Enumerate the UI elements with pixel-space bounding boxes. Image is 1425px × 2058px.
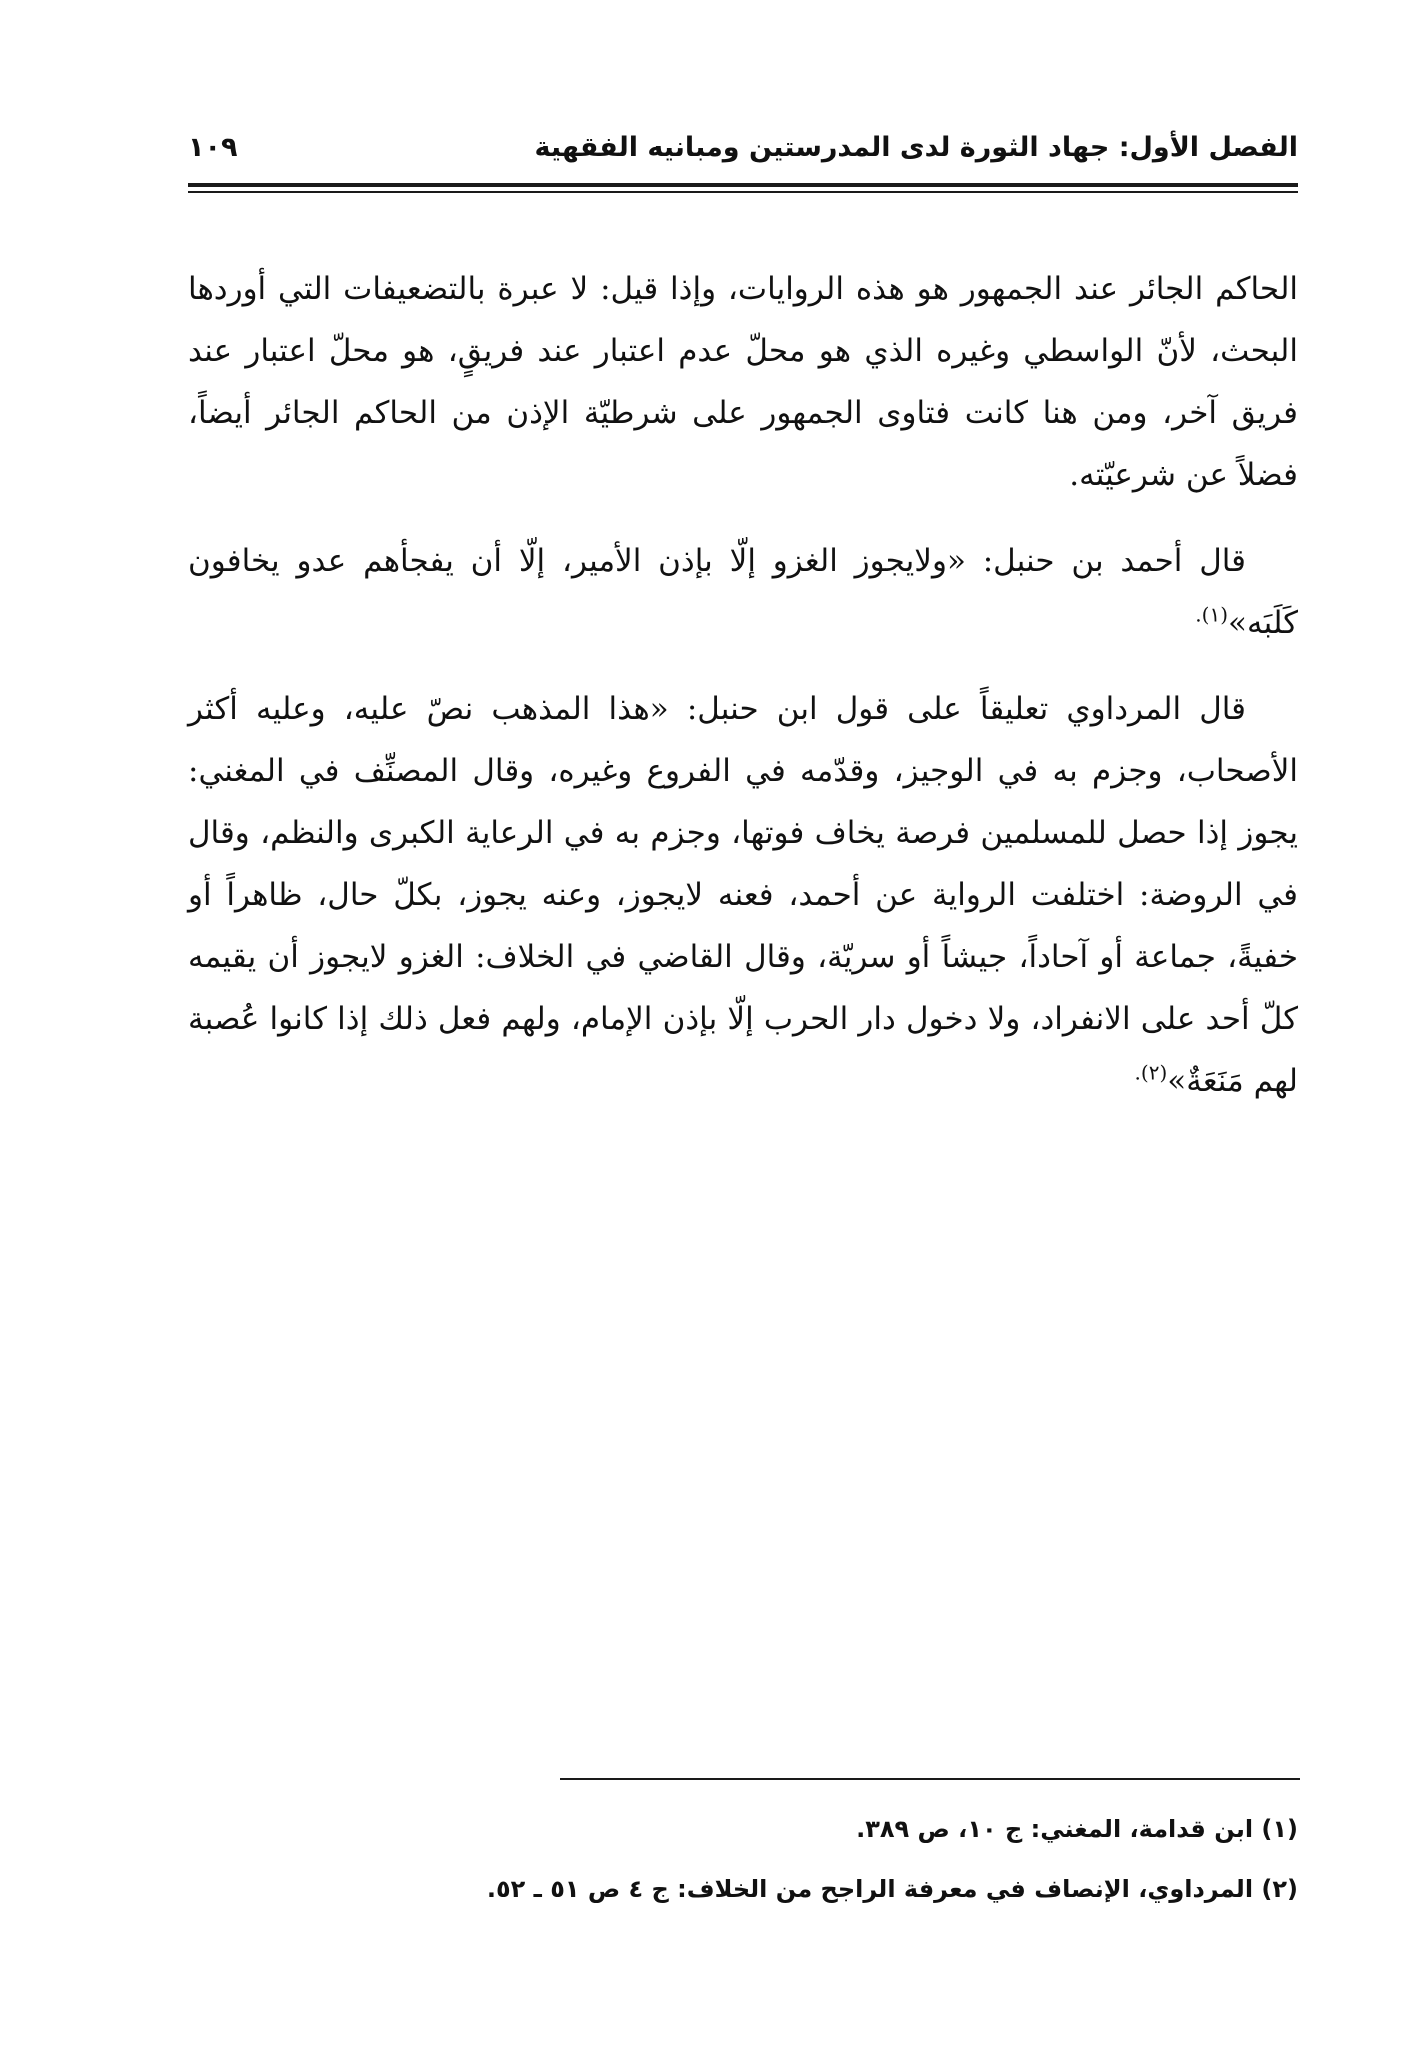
chapter-title: الفصل الأول: جهاد الثورة لدى المدرستين ومبانيه الفقهية bbox=[534, 132, 1298, 163]
footnotes bbox=[420, 1808, 1298, 1928]
footnote-2: (٢) المرداوي، الإنصاف في معرفة الراجح من الخلاف: ج ٤ ص ٥١ ـ ٥٢. bbox=[486, 1875, 1298, 1903]
paragraph-1-text: الحاكم الجائر عند الجمهور هو هذه الروايات، وإذا قيل: لا عبرة بالتضعيفات التي أوردها البحث، لأنّ الواسطي وغيره الذي هو محلّ عدم اعتبار عند فريقٍ، هو محلّ اعتبار عند فريق آخر، ومن هنا كانت فتاوى الجمهور على شرطيّة الإذن من الحاكم الجائر أيضاً، فضلاً عن شرعيّته. bbox=[188, 271, 1298, 493]
footnote-marker-1: (١). bbox=[1195, 602, 1229, 627]
paragraph-3 bbox=[188, 678, 1298, 1112]
page-number: ١٠٩ bbox=[188, 132, 238, 163]
footnote-marker-2: (٢). bbox=[1134, 1060, 1168, 1085]
header-rule-thin bbox=[188, 191, 1298, 193]
footnote-1: (١) ابن قدامة، المغني: ج ١٠، ص ٣٨٩. bbox=[856, 1815, 1298, 1843]
paragraph-2 bbox=[188, 530, 1298, 654]
running-header bbox=[188, 128, 1298, 180]
footnote-separator bbox=[560, 1778, 1300, 1780]
paragraph-3-text: قال المرداوي تعليقاً على قول ابن حنبل: «هذا المذهب نصّ عليه، وعليه أكثر الأصحاب، وجزم به في الوجيز، وقدّمه في الفروع وغيره، وقال المصنِّف في المغني: يجوز إذا حصل للمسلمين فرصة يخاف فوتها، وجزم به في الرعاية الكبرى والنظم، وقال في الروضة: اختلفت الرواية عن أحمد، فعنه لايجوز، وعنه يجوز، بكلّ حال، ظاهراً أو خفيةً، جماعة أو آحاداً، جيشاً أو سريّة، وقال القاضي في الخلاف: الغزو لايجوز أن يقيمه كلّ أحد على الانفراد، ولا دخول دار الحرب إلّا بإذن الإمام، ولهم فعل ذلك إذا كانوا عُصبة لهم مَنَعَةٌ» bbox=[188, 691, 1298, 1099]
paragraph-2-text: قال أحمد بن حنبل: «ولايجوز الغزو إلّا بإذن الأمير، إلّا أن يفجأهم عدو يخافون كَلَبَه» bbox=[188, 543, 1298, 641]
paragraph-1 bbox=[188, 258, 1298, 506]
body-text bbox=[188, 258, 1298, 1136]
header-rule-thick bbox=[188, 183, 1298, 187]
